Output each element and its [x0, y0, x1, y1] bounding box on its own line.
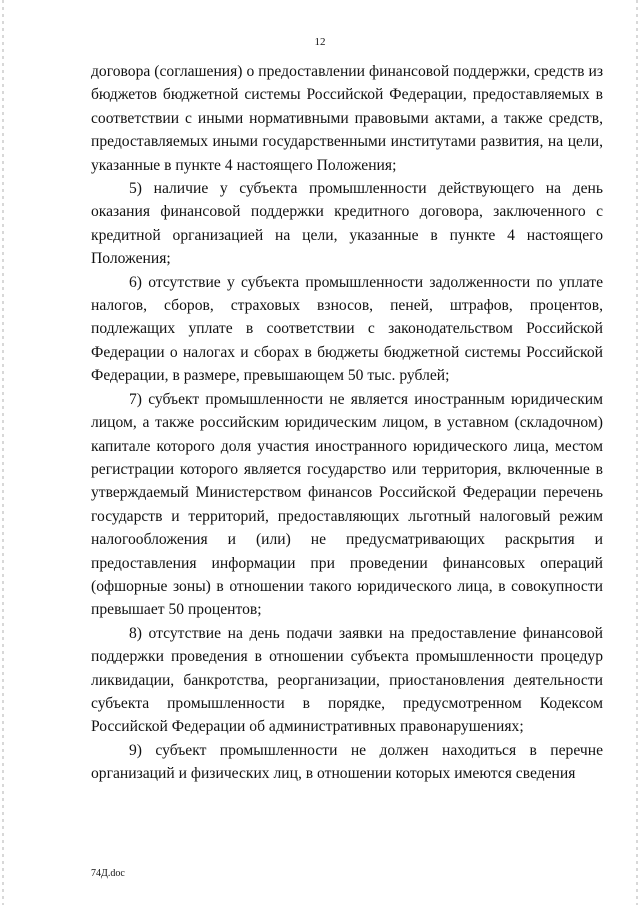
page-number: 12: [314, 36, 326, 48]
paragraph-item-8: 8) отсутствие на день подачи заявки на предоставление финансовой поддержки проведения в отношении субъекта промышленности процедур ликвидации, банкротства, реорганизации, приостановления деятельности субъекта промышленности в порядке, предусмотренном Кодексом Российской Федерации об административных правонарушениях;: [91, 624, 603, 736]
paragraph-item-7: 7) субъект промышленности не является иностранным юридическим лицом, а также российским юридическим лицом, в уставном (складочном) капитале которого доля участия иностранного юридического лица, местом регистрации которого является государство или территория, включенные в утверждаемый Министерством финансов Российской Федерации перечень государств и территорий, предоставляющих льготный налоговый режим налогообложения и (или) не предусматривающих раскрытия и предоставления информации при проведении финансовых операций (офшорные зоны) в отношении такого юридического лица, в совокупности превышает 50 процентов;: [91, 390, 603, 619]
paragraph-continuation: договора (соглашения) о предоставлении финансовой поддержки, средств из бюджетов бюджетной системы Российской Федерации, предоставляемых в соответствии с иными нормативными правовыми актами, а также средств, предоставляемых иными государственными институтами развития, на цели, указанные в пункте 4 настоящего Положения;: [91, 63, 603, 174]
paragraph-item-5: 5) наличие у субъекта промышленности действующего на день оказания финансовой поддержки кредитного договора, заключенного с кредитной организацией на цели, указанные в пункте 4 настоящего Положения;: [91, 180, 603, 268]
scan-edge-left: [2, 0, 4, 905]
footer-filename: 74Д.doc: [91, 868, 125, 879]
paragraph-item-6: 6) отсутствие у субъекта промышленности задолженности по уплате налогов, сборов, страховых взносов, пеней, штрафов, процентов, подлежащих уплате в соответствии с законодательством Российской Федерации о налогах и сборах в бюджеты бюджетной системы Российской Федерации, в размере, превышающем 50 тыс. рублей;: [91, 273, 603, 385]
scan-edge-right: [636, 0, 638, 905]
paragraph-item-9: 9) субъект промышленности не должен находиться в перечне организаций и физических лиц, в отношении которых имеются сведения: [91, 741, 603, 783]
document-body: [91, 60, 603, 786]
